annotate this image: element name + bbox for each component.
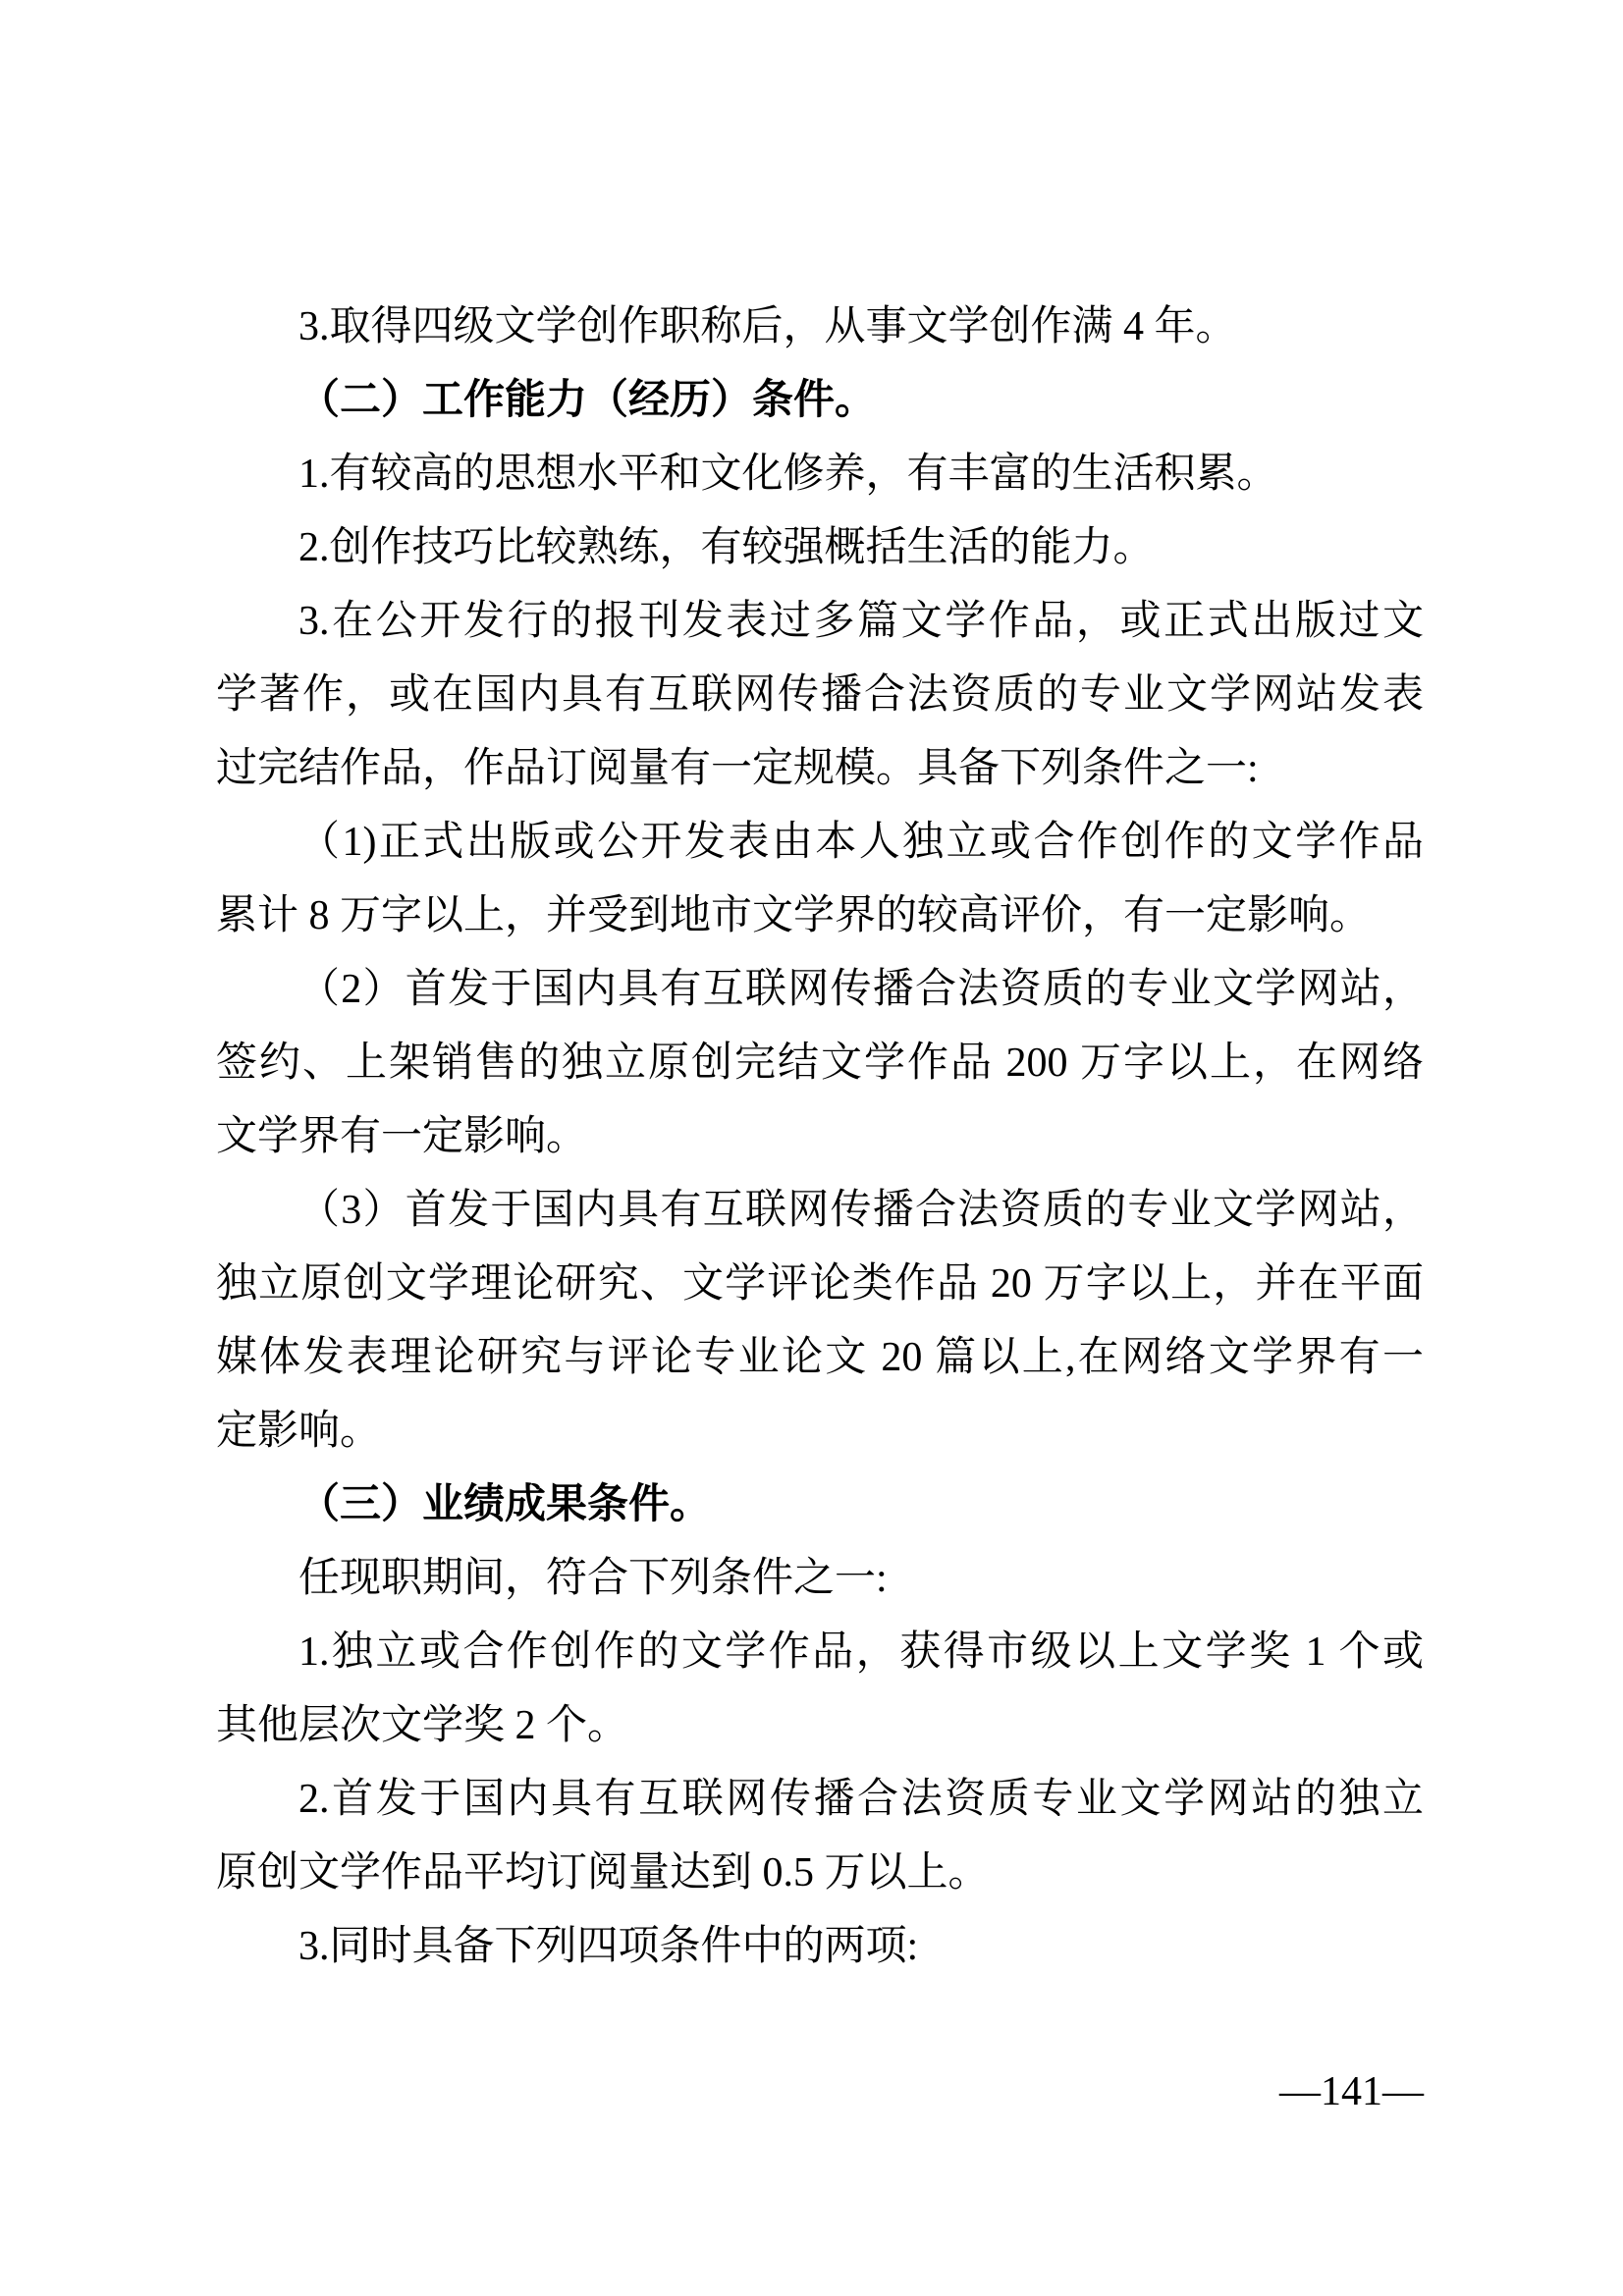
text-line: 文学界有一定影响。: [216, 1114, 588, 1159]
text-line: 3.在公开发行的报刊发表过多篇文学作品，或正式出版过文: [298, 599, 1424, 644]
text-line: 2.首发于国内具有互联网传播合法资质专业文学网站的独立: [298, 1777, 1424, 1822]
text-line: 2.创作技巧比较熟练，有较强概括生活的能力。: [298, 525, 1155, 570]
text-line: 1.有较高的思想水平和文化修养，有丰富的生活积累。: [298, 452, 1278, 497]
text-line: （1)正式出版或公开发表由本人独立或合作创作的文学作品: [298, 820, 1424, 865]
text-line: 原创文学作品平均订阅量达到 0.5 万以上。: [216, 1850, 990, 1896]
section-heading: （二）工作能力（经历）条件。: [298, 378, 877, 423]
text-line: 独立原创文学理论研究、文学评论类作品 20 万字以上，并在平面: [216, 1261, 1424, 1307]
text-line: 媒体发表理论研究与评论专业论文 20 篇以上,在网络文学界有一: [216, 1335, 1424, 1380]
page-number: —141—: [1279, 2069, 1424, 2114]
text-line: 任现职期间，符合下列条件之一:: [298, 1556, 888, 1601]
text-line: 其他层次文学奖 2 个。: [216, 1703, 629, 1748]
section-heading: （三）业绩成果条件。: [298, 1482, 712, 1527]
text-line: 累计 8 万字以上，并受到地市文学界的较高评价，有一定影响。: [216, 893, 1372, 938]
text-line: 签约、上架销售的独立原创完结文学作品 200 万字以上，在网络: [216, 1041, 1424, 1086]
text-line: 学著作，或在国内具有互联网传播合法资质的专业文学网站发表: [216, 672, 1424, 718]
text-line: 过完结作品，作品订阅量有一定规模。具备下列条件之一:: [216, 746, 1259, 791]
document-body: [216, 291, 1424, 1984]
text-line: 定影响。: [216, 1409, 382, 1454]
text-line: （3）首发于国内具有互联网传播合法资质的专业文学网站，: [298, 1188, 1424, 1233]
text-line: 3.同时具备下列四项条件中的两项:: [298, 1924, 919, 1969]
text-line: （2）首发于国内具有互联网传播合法资质的专业文学网站，: [298, 967, 1424, 1012]
text-line: 3.取得四级文学创作职称后，从事文学创作满 4 年。: [298, 304, 1237, 349]
text-line: 1.独立或合作创作的文学作品，获得市级以上文学奖 1 个或: [298, 1629, 1424, 1675]
